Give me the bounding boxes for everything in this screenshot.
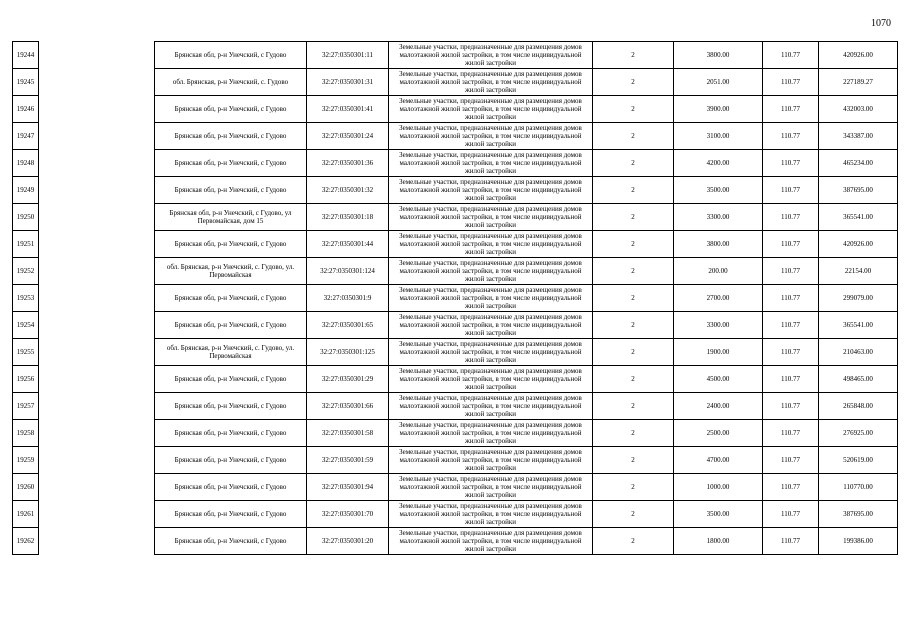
row-group: 2 bbox=[593, 69, 674, 96]
row-area: 200.00 bbox=[674, 258, 763, 285]
row-gap-cell bbox=[39, 123, 155, 150]
row-area: 3800.00 bbox=[674, 231, 763, 258]
table-row bbox=[13, 339, 898, 366]
row-rate: 110.77 bbox=[763, 474, 819, 501]
row-number: 19245 bbox=[13, 69, 39, 96]
row-permitted-use: Земельные участки, предназначенные для размещения домов малоэтажной жилой застройки, в том числе индивидуальной жилой застройки bbox=[389, 285, 593, 312]
row-group: 2 bbox=[593, 177, 674, 204]
row-permitted-use: Земельные участки, предназначенные для размещения домов малоэтажной жилой застройки, в том числе индивидуальной жилой застройки bbox=[389, 393, 593, 420]
row-rate: 110.77 bbox=[763, 69, 819, 96]
table-row bbox=[13, 420, 898, 447]
row-gap-cell bbox=[39, 150, 155, 177]
row-permitted-use: Земельные участки, предназначенные для размещения домов малоэтажной жилой застройки, в том числе индивидуальной жилой застройки bbox=[389, 501, 593, 528]
row-number: 19248 bbox=[13, 150, 39, 177]
row-rate: 110.77 bbox=[763, 204, 819, 231]
row-group: 2 bbox=[593, 312, 674, 339]
row-gap-cell bbox=[39, 96, 155, 123]
row-cadastral-value: 299079.00 bbox=[819, 285, 898, 312]
row-permitted-use: Земельные участки, предназначенные для размещения домов малоэтажной жилой застройки, в том числе индивидуальной жилой застройки bbox=[389, 231, 593, 258]
row-area: 3500.00 bbox=[674, 501, 763, 528]
row-rate: 110.77 bbox=[763, 312, 819, 339]
table-row bbox=[13, 177, 898, 204]
row-cadastral-value: 22154.00 bbox=[819, 258, 898, 285]
row-cadastral-value: 276925.00 bbox=[819, 420, 898, 447]
table-row bbox=[13, 393, 898, 420]
row-address: Брянская обл, р-н Унечский, с Гудово, ул Первомайская, дом 15 bbox=[155, 204, 307, 231]
row-group: 2 bbox=[593, 420, 674, 447]
row-group: 2 bbox=[593, 231, 674, 258]
table-row bbox=[13, 312, 898, 339]
row-cadastral-number: 32:27:0350301:59 bbox=[307, 447, 389, 474]
row-number: 19256 bbox=[13, 366, 39, 393]
row-area: 2500.00 bbox=[674, 420, 763, 447]
row-cadastral-number: 32:27:0350301:11 bbox=[307, 42, 389, 69]
row-cadastral-number: 32:27:0350301:94 bbox=[307, 474, 389, 501]
row-permitted-use: Земельные участки, предназначенные для размещения домов малоэтажной жилой застройки, в том числе индивидуальной жилой застройки bbox=[389, 312, 593, 339]
row-number: 19261 bbox=[13, 501, 39, 528]
row-area: 1800.00 bbox=[674, 528, 763, 555]
row-cadastral-value: 420926.00 bbox=[819, 231, 898, 258]
row-permitted-use: Земельные участки, предназначенные для размещения домов малоэтажной жилой застройки, в том числе индивидуальной жилой застройки bbox=[389, 366, 593, 393]
row-address: Брянская обл, р-н Унечский, с Гудово bbox=[155, 96, 307, 123]
row-cadastral-value: 199386.00 bbox=[819, 528, 898, 555]
row-permitted-use: Земельные участки, предназначенные для размещения домов малоэтажной жилой застройки, в том числе индивидуальной жилой застройки bbox=[389, 69, 593, 96]
row-cadastral-value: 387695.00 bbox=[819, 501, 898, 528]
row-gap-cell bbox=[39, 177, 155, 204]
row-address: Брянская обл, р-н Унечский, с Гудово bbox=[155, 231, 307, 258]
row-address: обл. Брянская, р-н Унечский, с. Гудово, ул. Первомайская bbox=[155, 339, 307, 366]
row-area: 4700.00 bbox=[674, 447, 763, 474]
row-gap-cell bbox=[39, 258, 155, 285]
row-address: Брянская обл, р-н Унечский, с Гудово bbox=[155, 123, 307, 150]
row-gap-cell bbox=[39, 339, 155, 366]
row-area: 3300.00 bbox=[674, 204, 763, 231]
row-address: Брянская обл, р-н Унечский, с Гудово bbox=[155, 42, 307, 69]
row-gap-cell bbox=[39, 474, 155, 501]
row-cadastral-value: 432003.00 bbox=[819, 96, 898, 123]
row-rate: 110.77 bbox=[763, 150, 819, 177]
row-address: Брянская обл, р-н Унечский, с Гудово bbox=[155, 474, 307, 501]
row-cadastral-value: 387695.00 bbox=[819, 177, 898, 204]
row-number: 19247 bbox=[13, 123, 39, 150]
row-cadastral-number: 32:27:0350301:9 bbox=[307, 285, 389, 312]
row-group: 2 bbox=[593, 366, 674, 393]
table-row bbox=[13, 366, 898, 393]
row-gap-cell bbox=[39, 312, 155, 339]
row-gap-cell bbox=[39, 420, 155, 447]
row-area: 3900.00 bbox=[674, 96, 763, 123]
row-group: 2 bbox=[593, 285, 674, 312]
row-permitted-use: Земельные участки, предназначенные для размещения домов малоэтажной жилой застройки, в том числе индивидуальной жилой застройки bbox=[389, 447, 593, 474]
table-row bbox=[13, 447, 898, 474]
row-rate: 110.77 bbox=[763, 447, 819, 474]
row-gap-cell bbox=[39, 231, 155, 258]
row-address: Брянская обл, р-н Унечский, с Гудово bbox=[155, 177, 307, 204]
row-cadastral-number: 32:27:0350301:24 bbox=[307, 123, 389, 150]
row-permitted-use: Земельные участки, предназначенные для размещения домов малоэтажной жилой застройки, в том числе индивидуальной жилой застройки bbox=[389, 150, 593, 177]
row-cadastral-number: 32:27:0350301:70 bbox=[307, 501, 389, 528]
row-area: 3100.00 bbox=[674, 123, 763, 150]
row-group: 2 bbox=[593, 96, 674, 123]
row-area: 2700.00 bbox=[674, 285, 763, 312]
row-rate: 110.77 bbox=[763, 42, 819, 69]
row-gap-cell bbox=[39, 285, 155, 312]
row-rate: 110.77 bbox=[763, 258, 819, 285]
row-number: 19252 bbox=[13, 258, 39, 285]
page-number: 1070 bbox=[871, 18, 891, 29]
row-area: 1000.00 bbox=[674, 474, 763, 501]
row-group: 2 bbox=[593, 123, 674, 150]
row-cadastral-number: 32:27:0350301:36 bbox=[307, 150, 389, 177]
table-row bbox=[13, 231, 898, 258]
row-permitted-use: Земельные участки, предназначенные для размещения домов малоэтажной жилой застройки, в том числе индивидуальной жилой застройки bbox=[389, 42, 593, 69]
row-number: 19262 bbox=[13, 528, 39, 555]
row-number: 19246 bbox=[13, 96, 39, 123]
row-group: 2 bbox=[593, 501, 674, 528]
row-area: 2400.00 bbox=[674, 393, 763, 420]
row-rate: 110.77 bbox=[763, 420, 819, 447]
row-gap-cell bbox=[39, 42, 155, 69]
row-cadastral-number: 32:27:0350301:58 bbox=[307, 420, 389, 447]
row-address: Брянская обл, р-н Унечский, с Гудово bbox=[155, 366, 307, 393]
row-cadastral-number: 32:27:0350301:31 bbox=[307, 69, 389, 96]
row-cadastral-value: 498465.00 bbox=[819, 366, 898, 393]
table-row bbox=[13, 42, 898, 69]
row-number: 19257 bbox=[13, 393, 39, 420]
row-number: 19253 bbox=[13, 285, 39, 312]
row-gap-cell bbox=[39, 204, 155, 231]
row-number: 19260 bbox=[13, 474, 39, 501]
row-permitted-use: Земельные участки, предназначенные для размещения домов малоэтажной жилой застройки, в том числе индивидуальной жилой застройки bbox=[389, 258, 593, 285]
row-gap-cell bbox=[39, 528, 155, 555]
row-permitted-use: Земельные участки, предназначенные для размещения домов малоэтажной жилой застройки, в том числе индивидуальной жилой застройки bbox=[389, 339, 593, 366]
table-row bbox=[13, 150, 898, 177]
row-cadastral-number: 32:27:0350301:44 bbox=[307, 231, 389, 258]
row-rate: 110.77 bbox=[763, 123, 819, 150]
table-body bbox=[13, 42, 898, 555]
row-permitted-use: Земельные участки, предназначенные для размещения домов малоэтажной жилой застройки, в том числе индивидуальной жилой застройки bbox=[389, 123, 593, 150]
row-cadastral-number: 32:27:0350301:41 bbox=[307, 96, 389, 123]
row-group: 2 bbox=[593, 150, 674, 177]
row-permitted-use: Земельные участки, предназначенные для размещения домов малоэтажной жилой застройки, в том числе индивидуальной жилой застройки bbox=[389, 177, 593, 204]
row-group: 2 bbox=[593, 474, 674, 501]
row-gap-cell bbox=[39, 393, 155, 420]
row-cadastral-number: 32:27:0350301:20 bbox=[307, 528, 389, 555]
table-row bbox=[13, 96, 898, 123]
row-cadastral-value: 365541.00 bbox=[819, 312, 898, 339]
row-address: Брянская обл, р-н Унечский, с Гудово bbox=[155, 420, 307, 447]
row-cadastral-number: 32:27:0350301:18 bbox=[307, 204, 389, 231]
row-area: 3800.00 bbox=[674, 42, 763, 69]
row-number: 19249 bbox=[13, 177, 39, 204]
row-cadastral-value: 343387.00 bbox=[819, 123, 898, 150]
row-number: 19244 bbox=[13, 42, 39, 69]
row-rate: 110.77 bbox=[763, 393, 819, 420]
row-permitted-use: Земельные участки, предназначенные для размещения домов малоэтажной жилой застройки, в том числе индивидуальной жилой застройки bbox=[389, 204, 593, 231]
row-rate: 110.77 bbox=[763, 366, 819, 393]
row-cadastral-value: 420926.00 bbox=[819, 42, 898, 69]
row-group: 2 bbox=[593, 258, 674, 285]
row-rate: 110.77 bbox=[763, 177, 819, 204]
row-group: 2 bbox=[593, 393, 674, 420]
row-gap-cell bbox=[39, 447, 155, 474]
table-row bbox=[13, 474, 898, 501]
row-area: 2051.00 bbox=[674, 69, 763, 96]
row-cadastral-value: 110770.00 bbox=[819, 474, 898, 501]
table-row bbox=[13, 123, 898, 150]
table-row bbox=[13, 285, 898, 312]
row-cadastral-value: 465234.00 bbox=[819, 150, 898, 177]
row-cadastral-value: 520619.00 bbox=[819, 447, 898, 474]
row-permitted-use: Земельные участки, предназначенные для размещения домов малоэтажной жилой застройки, в том числе индивидуальной жилой застройки bbox=[389, 528, 593, 555]
row-address: Брянская обл, р-н Унечский, с Гудово bbox=[155, 447, 307, 474]
row-area: 4200.00 bbox=[674, 150, 763, 177]
row-address: Брянская обл, р-н Унечский, с Гудово bbox=[155, 528, 307, 555]
row-group: 2 bbox=[593, 204, 674, 231]
row-cadastral-number: 32:27:0350301:29 bbox=[307, 366, 389, 393]
row-group: 2 bbox=[593, 339, 674, 366]
row-rate: 110.77 bbox=[763, 285, 819, 312]
row-number: 19254 bbox=[13, 312, 39, 339]
row-group: 2 bbox=[593, 528, 674, 555]
row-number: 19259 bbox=[13, 447, 39, 474]
row-group: 2 bbox=[593, 42, 674, 69]
row-cadastral-number: 32:27:0350301:124 bbox=[307, 258, 389, 285]
row-cadastral-value: 210463.00 bbox=[819, 339, 898, 366]
table-row bbox=[13, 528, 898, 555]
row-address: Брянская обл, р-н Унечский, с Гудово bbox=[155, 150, 307, 177]
row-gap-cell bbox=[39, 366, 155, 393]
row-cadastral-value: 227189.27 bbox=[819, 69, 898, 96]
row-area: 3500.00 bbox=[674, 177, 763, 204]
row-cadastral-number: 32:27:0350301:32 bbox=[307, 177, 389, 204]
row-area: 1900.00 bbox=[674, 339, 763, 366]
row-address: обл. Брянская, р-н Унечский, с. Гудово bbox=[155, 69, 307, 96]
row-rate: 110.77 bbox=[763, 96, 819, 123]
row-address: Брянская обл, р-н Унечский, с Гудово bbox=[155, 393, 307, 420]
row-rate: 110.77 bbox=[763, 501, 819, 528]
table-row bbox=[13, 204, 898, 231]
row-cadastral-value: 365541.00 bbox=[819, 204, 898, 231]
table-row bbox=[13, 258, 898, 285]
row-number: 19258 bbox=[13, 420, 39, 447]
row-rate: 110.77 bbox=[763, 339, 819, 366]
row-address: Брянская обл, р-н Унечский, с Гудово bbox=[155, 501, 307, 528]
table-row bbox=[13, 501, 898, 528]
row-cadastral-number: 32:27:0350301:66 bbox=[307, 393, 389, 420]
row-gap-cell bbox=[39, 69, 155, 96]
row-cadastral-number: 32:27:0350301:65 bbox=[307, 312, 389, 339]
row-group: 2 bbox=[593, 447, 674, 474]
row-area: 3300.00 bbox=[674, 312, 763, 339]
row-rate: 110.77 bbox=[763, 528, 819, 555]
table-row bbox=[13, 69, 898, 96]
row-rate: 110.77 bbox=[763, 231, 819, 258]
row-permitted-use: Земельные участки, предназначенные для размещения домов малоэтажной жилой застройки, в том числе индивидуальной жилой застройки bbox=[389, 96, 593, 123]
row-number: 19255 bbox=[13, 339, 39, 366]
row-number: 19251 bbox=[13, 231, 39, 258]
row-permitted-use: Земельные участки, предназначенные для размещения домов малоэтажной жилой застройки, в том числе индивидуальной жилой застройки bbox=[389, 420, 593, 447]
row-address: Брянская обл, р-н Унечский, с Гудово bbox=[155, 312, 307, 339]
row-address: обл. Брянская, р-н Унечский, с. Гудово, ул. Первомайская bbox=[155, 258, 307, 285]
row-cadastral-value: 265848.00 bbox=[819, 393, 898, 420]
row-area: 4500.00 bbox=[674, 366, 763, 393]
row-address: Брянская обл, р-н Унечский, с Гудово bbox=[155, 285, 307, 312]
row-cadastral-number: 32:27:0350301:125 bbox=[307, 339, 389, 366]
row-permitted-use: Земельные участки, предназначенные для размещения домов малоэтажной жилой застройки, в том числе индивидуальной жилой застройки bbox=[389, 474, 593, 501]
row-gap-cell bbox=[39, 501, 155, 528]
registry-table bbox=[12, 41, 898, 555]
row-number: 19250 bbox=[13, 204, 39, 231]
